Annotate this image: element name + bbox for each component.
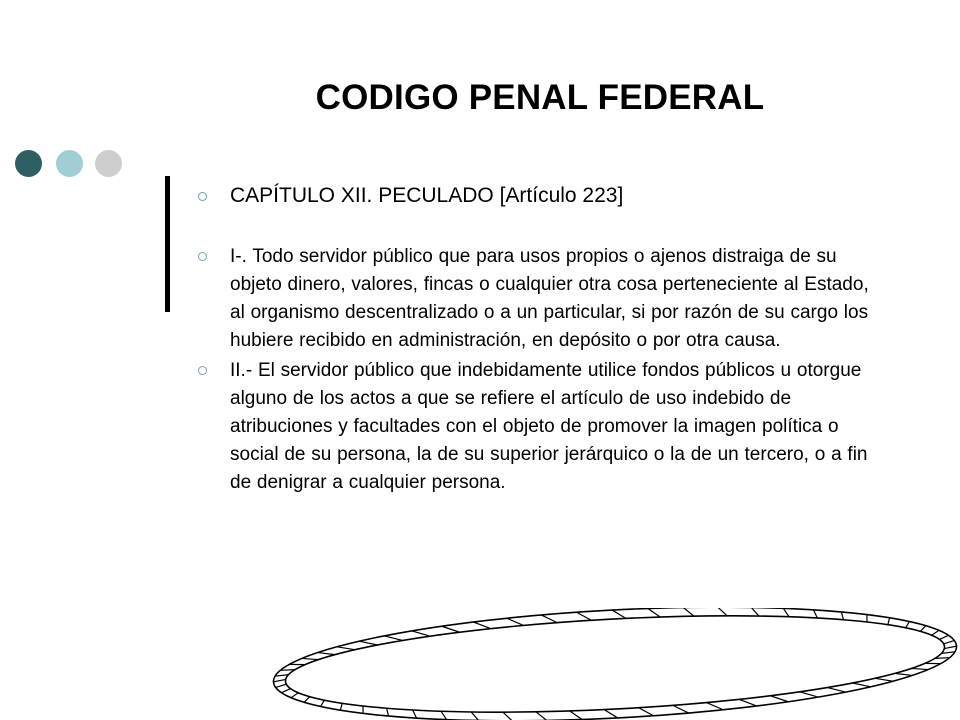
- bullet-ring-icon: [198, 366, 207, 375]
- bullet-list: [198, 183, 888, 499]
- decorative-dot-dark: [15, 150, 42, 177]
- bullet-ring-icon: [198, 192, 207, 201]
- bullet-item-heading: [198, 183, 888, 209]
- bullet-item-paragraph-2: [198, 357, 888, 497]
- decorative-dot-light: [56, 150, 83, 177]
- paragraph-text: I-. Todo servidor público que para usos propios o ajenos distraiga de su objeto dinero, valores, fincas o cualquier otra cosa perteneciente al Estado, al organismo descentralizado o a un particular, si por razón de su cargo los hubiere recibido en administración, en depósito o por otra causa.: [230, 246, 869, 351]
- bullet-ring-icon: [198, 252, 207, 261]
- vertical-accent-bar: [165, 176, 170, 312]
- chapter-heading: CAPÍTULO XII. PECULADO [Artículo 223]: [230, 184, 624, 207]
- decorative-dot-grey: [95, 150, 122, 177]
- bullet-item-paragraph-1: [198, 243, 888, 355]
- slide-title: CODIGO PENAL FEDERAL: [315, 78, 765, 117]
- paragraph-text: II.- El servidor público que indebidamente utilice fondos públicos u otorgue alguno de los actos a que se refiere el artículo de uso indebido de atribuciones y facultades con el objeto de promover la imagen política o social de su persona, la de su superior jerárquico o la de un tercero, o a fin de denigrar a cualquier persona.: [230, 360, 868, 493]
- decorative-ring: [270, 608, 960, 720]
